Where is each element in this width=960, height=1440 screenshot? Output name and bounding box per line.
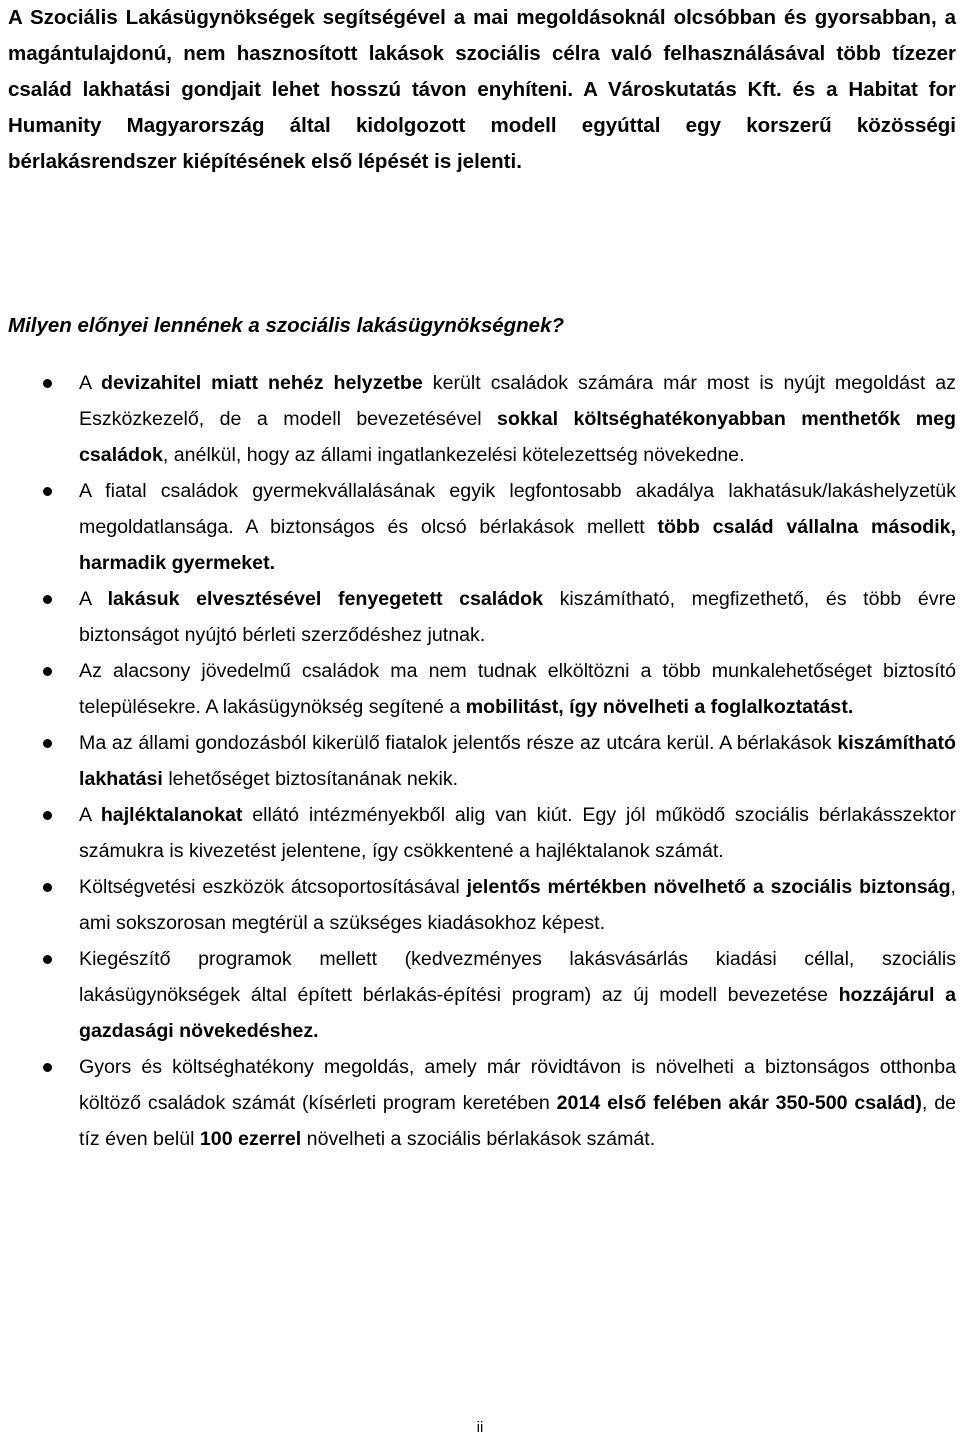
bullet-dot-icon [43, 883, 52, 892]
bullet-dot-icon [43, 739, 52, 748]
bullet-item [0, 869, 956, 941]
bullet-bold-text: hajléktalanokat [100, 804, 243, 826]
bullet-dot-icon [43, 487, 52, 496]
bullet-item [0, 1049, 956, 1157]
bullet-text: Ma az állami gondozásból kikerülő fiatalok jelentős része az utcára kerül. A bérlakások [79, 732, 838, 754]
bullet-bold-text: lakásuk elvesztésével fenyegetett családok [107, 588, 543, 610]
bullet-item [0, 941, 956, 1049]
bullet-bold-text: jelentős mértékben növelhető a szociális biztonság [466, 876, 951, 898]
bullet-dot-icon [43, 955, 52, 964]
bullet-bold-text: 2014 első felében akár 350-500 család) [556, 1092, 922, 1114]
bullet-item [0, 365, 956, 473]
bullet-item [0, 473, 956, 581]
bullet-text: növelheti a szociális bérlakások számát. [301, 1128, 656, 1150]
bullet-bold-text: több család vállalna második, harmadik gyermeket. [79, 516, 956, 574]
intro-paragraph: A Szociális Lakásügynökségek segítségével a mai megoldásoknál olcsóbban és gyorsabban, a magántulajdonú, nem hasznosított lakások szociális célra való felhasználásával több tízezer család lakhatási gondjait lehet hosszú távon enyhíteni. A Városkutatás Kft. és a Habitat for Humanity Magyarország által kidolgozott modell egyúttal egy korszerű közösségi bérlakásrendszer kiépítésének első lépését is jelenti. [8, 6, 956, 173]
bullet-text: Kiegészítő programok mellett (kedvezményes lakásvásárlás kiadási céllal, szociális lakásügynökségek által épített bérlakás-építési program) az új modell bevezetése [79, 948, 956, 1006]
bullet-text: Költségvetési eszközök átcsoportosításával [79, 876, 467, 898]
bullet-dot-icon [43, 667, 52, 676]
page-number: ii [476, 1419, 484, 1436]
bullet-text: ellátó intézményekből alig van kiút. Egy jól működő szociális bérlakásszektor számukra is kivezetést jelentene, így csökkentené a hajléktalanok számát. [79, 804, 957, 862]
bullet-bold-text: kiszámítható lakhatási [79, 732, 956, 790]
bullet-item [0, 581, 956, 653]
bullet-text: , de tíz éven belül [79, 1092, 956, 1150]
bullet-text: A [79, 588, 108, 610]
section-question-heading: Milyen előnyei lennének a szociális lakásügynökségnek? [8, 314, 565, 337]
bullet-item [0, 725, 956, 797]
bullet-bold-text: devizahitel miatt nehéz helyzetbe [100, 372, 423, 394]
bullet-bold-text: mobilitást, így növelheti a foglalkoztatást. [465, 696, 854, 718]
bullet-text: lehetőséget biztosítanának nekik. [162, 768, 459, 790]
bullet-text: kiszámítható, megfizethető, és több évre biztonságot nyújtó bérleti szerződéshez jutnak. [79, 588, 956, 646]
bullet-dot-icon [43, 379, 52, 388]
bullet-dot-icon [43, 595, 52, 604]
bullet-text: A fiatal családok gyermekvállalásának egyik legfontosabb akadálya lakhatásuk/lakáshelyzetük megoldatlansága. A biztonságos és olcsó bérlakások mellett [79, 480, 956, 538]
bullet-bold-text: 100 ezerrel [199, 1128, 302, 1150]
bullet-text: Gyors és költséghatékony megoldás, amely már rövidtávon is növelheti a biztonságos otthonba költöző családok számát (kísérleti program keretében [79, 1056, 956, 1114]
bullet-bold-text: sokkal költséghatékonyabban menthetők meg családok [79, 408, 956, 466]
bullet-text: került családok számára már most is nyújt megoldást az Eszközkezelő, de a modell bevezetésével [79, 372, 956, 430]
bullet-item [0, 797, 956, 869]
bullet-text: , ami sokszorosan megtérül a szükséges kiadásokhoz képest. [79, 876, 956, 934]
bullet-item [0, 653, 956, 725]
benefits-bullet-list [0, 365, 960, 1157]
bullet-bold-text: hozzájárul a gazdasági növekedéshez. [79, 984, 956, 1042]
bullet-text: , anélkül, hogy az állami ingatlankezelési kötelezettség növekedne. [162, 444, 745, 466]
bullet-dot-icon [43, 1063, 52, 1072]
bullet-text: A [79, 804, 101, 826]
bullet-dot-icon [43, 811, 52, 820]
bullet-text: A [79, 372, 101, 394]
bullet-text: Az alacsony jövedelmű családok ma nem tudnak elköltözni a több munkalehetőséget biztosító településekre. A lakásügynökség segítené a [79, 660, 956, 718]
